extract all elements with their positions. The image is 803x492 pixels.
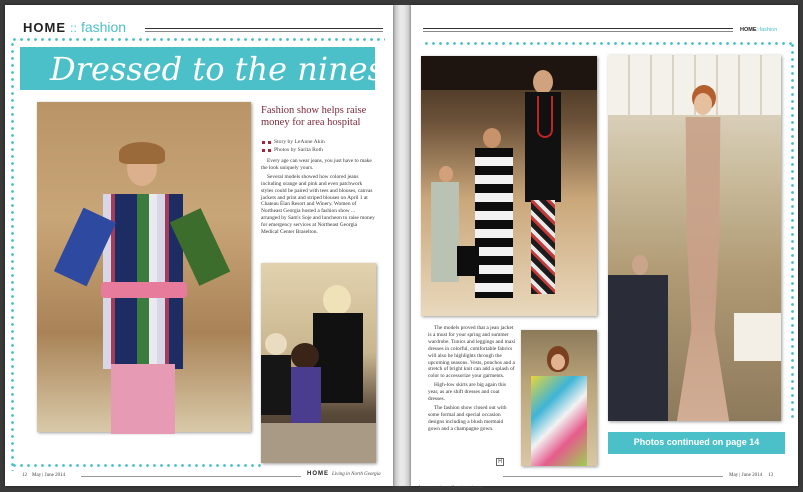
title-banner [20,47,385,90]
header-rule-right [423,28,733,29]
footer-center-brand [307,471,381,477]
brand-separator: :: [70,21,77,35]
byline-photos [262,146,325,154]
caption-banner [608,432,785,454]
photo-runway-models [421,56,597,316]
dotted-border-right [791,42,794,422]
right-page [411,5,798,489]
end-mark-icon: H [496,458,504,466]
bullet-square-icon [268,141,271,144]
body-paragraph: The fashion show closed out with some formal and special occasion designs including a blush mermaid gown and a champagne gown. [428,404,507,432]
body-paragraph: Every age can wear jeans, you just have to make the look uniquely yours. [261,158,372,171]
page-number-left: 12 [22,473,27,478]
footer-url-text: homemagazinenortheastgeorgia.com [419,484,484,489]
dotted-border-top-right [423,42,793,45]
header-rule-right-2 [423,31,733,32]
footer-rule-left [81,476,301,477]
section-header [23,19,126,36]
footer-date-left: May | June 2014 [32,473,66,478]
footer-brand-home: HOME [307,471,329,477]
section-name-small: fashion [759,27,778,33]
byline-story-text: Story by LeAnne Akin [274,139,325,145]
brand-separator-small: :: [756,27,760,33]
body-paragraph: The models proved that a jean jacket is a must for your spring and summer wardrobe. Tunics and leggings and maxi dresses in colorful, comfortable fabrics will also be highlights through the upcoming seasons. Vests, ponchos and a stretch of bright knit can add a splash of color to accessorize your garments. [428,325,516,380]
subtitle-line-2: money for area hospital [261,117,361,128]
byline-photos-text: Photos by Sarita Roth [274,147,323,153]
bullet-square-icon [262,149,265,152]
byline-story [262,138,325,146]
brand-home-small: HOME [740,27,757,33]
photo-model-patchwork [37,102,251,432]
footer-date-right: May | June 2014 [729,473,763,478]
dotted-border-top [11,38,385,41]
footer-left [22,473,65,478]
photo-luncheon-guests [261,263,376,463]
dotted-border-left [11,41,14,471]
header-rule-2 [145,31,383,32]
subtitle-line-1: Fashion show helps raise [261,105,367,116]
caption-text: Photos continued on page 14 [633,437,760,447]
bullet-square-icon [268,149,271,152]
photo-model-poncho [521,330,597,466]
header-rule [145,28,383,29]
photo-model-gown [608,55,781,421]
footer-right [729,473,773,478]
footer-url [419,473,483,492]
byline-block [262,138,325,154]
section-name: fashion [80,19,127,35]
footer-tagline: Living in North Georgia [332,472,381,477]
page-number-right: 13 [768,473,774,478]
page-gutter [393,5,411,486]
left-page [5,5,393,486]
section-header-right [740,27,777,33]
footer-rule-right [503,476,723,477]
bullet-square-icon [262,141,265,144]
article-subtitle [261,105,366,129]
body-paragraph: High-low skirts are big again this year, as are shift dresses and coat dresses. [428,382,507,403]
brand-home: HOME [23,20,66,35]
article-body-left [261,158,375,238]
article-body-right [428,325,516,435]
article-title: Dressed to the nines [50,50,385,88]
dotted-border-bottom [11,464,261,467]
body-paragraph: Several models showed how colored jeans including orange and pink and even patchwork styles could be paired with tees and blouses, canvas jackets and print and striped blouses on April 1 at Chateau Élan Resort and Winery. Women of Northeast Georgia hosted a fashion show ... arranged by Sam's Soje and luncheon to raise money for emergency services at Northeast Georgia Medical Center Braselton. [261,173,375,236]
